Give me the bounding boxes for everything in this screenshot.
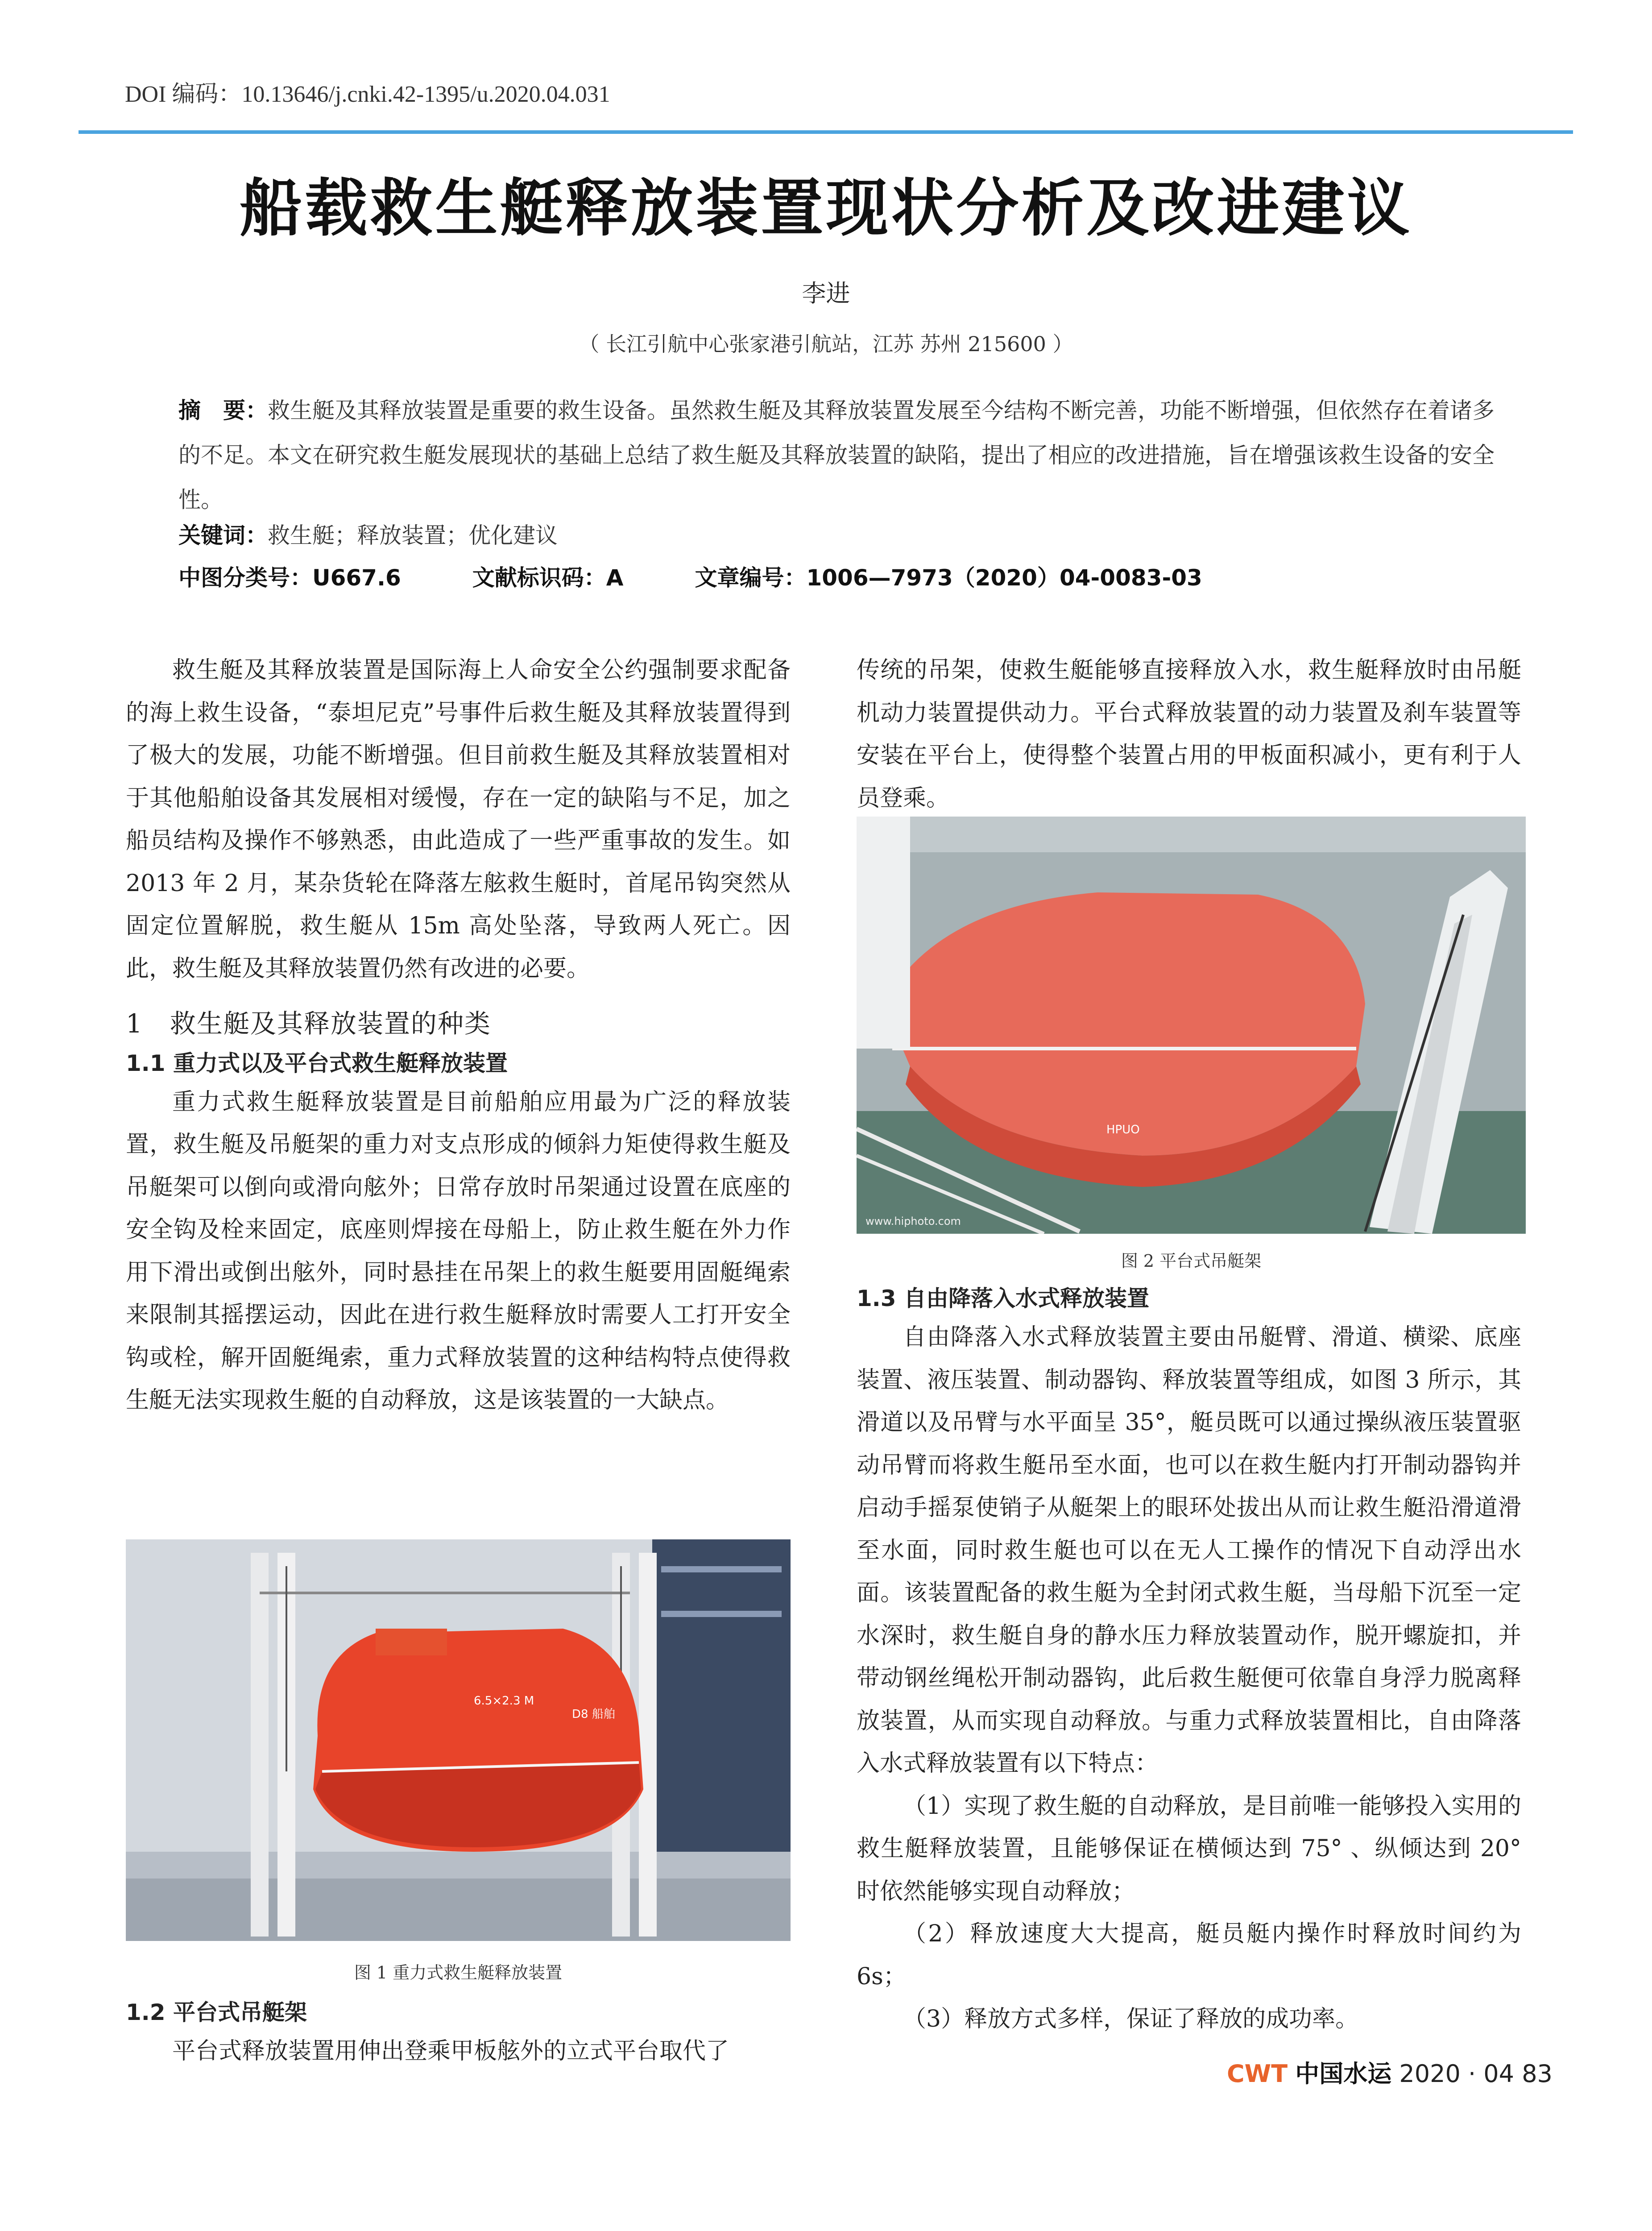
paragraph-1-3: 自由降落入水式释放装置主要由吊艇臂、滑道、横梁、底座装置、液压装置、制动器钩、释放装置等组成，如图 3 所示，其滑道以及吊臂与水平面呈 35°，艇员既可以通过操纵液压装置驱动吊臂而将救生艇吊至水面，也可以在救生艇内打开制动器钩并启动手摇泵使销子从艇架上的眼环处拔出从而让救生艇沿滑道滑至水面，同时救生艇也可以在无人工操作的情况下自动浮出水面。该装置配备的救生艇为全封闭式救生艇，当母船下沉至一定水深时，救生艇自身的静水压力释放装置动作，脱开螺旋扣，并带动钢丝绳松开制动器钩，此后救生艇便可依靠自身浮力脱离释放装置，从而实现自动释放。与重力式释放装置相比，自由降落入水式释放装置有以下特点：	[857, 1324, 1521, 1777]
left-column-top	[126, 649, 791, 1422]
list-item-3: （3）释放方式多样，保证了释放的成功率。	[903, 2006, 1359, 2032]
platform-davit-illustration	[857, 817, 1526, 1234]
affiliation: （ 长江引航中心张家港引航站，江苏 苏州 215600 ）	[579, 332, 1073, 356]
intro-paragraph: 救生艇及其释放装置是国际海上人命安全公约强制要求配备的海上救生设备，“泰坦尼克”号事件后救生艇及其释放装置得到了极大的发展，功能不断增强。但目前救生艇及其释放装置相对于其他船舶设备其发展相对缓慢，存在一定的缺陷与不足，加之船员结构及操作不够熟悉，由此造成了一些严重事故的发生。如 2013 年 2 月，某杂货轮在降落左舷救生艇时，首尾吊钩突然从固定位置解脱，救生艇从 15m 高处坠落，导致两人死亡。因此，救生艇及其释放装置仍然有改进的必要。	[126, 657, 791, 982]
paragraph-1-1: 重力式救生艇释放装置是目前船舶应用最为广泛的释放装置，救生艇及吊艇架的重力对支点形成的倾斜力矩使得救生艇及吊艇架可以倒向或滑向舷外；日常存放时吊架通过设置在底座的安全钩及栓来固定，底座则焊接在母船上，防止救生艇在外力作用下滑出或倒出舷外，同时悬挂在吊架上的救生艇要用固艇绳索来限制其摇摆运动，因此在进行救生艇释放时需要人工打开安全钩或栓，解开固艇绳索，重力式释放装置的这种结构特点使得救生艇无法实现救生艇的自动释放，这是该装置的一大缺点。	[126, 1088, 791, 1414]
subsection-1-3-heading: 1.3 自由降落入水式释放装置	[857, 1286, 1149, 1311]
list-item-2: （2）释放速度大大提高，艇员艇内操作时释放时间约为 6s；	[857, 1920, 1521, 1990]
classification	[178, 560, 1202, 592]
keywords-text: 救生艇；释放装置；优化建议	[268, 523, 558, 548]
left-column-bottom	[126, 1995, 791, 2073]
list-item-1: （1）实现了救生艇的自动释放，是目前唯一能够投入实用的救生艇释放装置，且能够保证在横倾达到 75° 、纵倾达到 20° 时依然能够实现自动释放；	[857, 1792, 1521, 1905]
figure-2-image	[857, 817, 1526, 1234]
article-number: 文章编号：1006—7973（2020）04-0083-03	[695, 565, 1202, 591]
keywords-label: 关键词：	[178, 523, 268, 548]
figure-1-image	[126, 1539, 791, 1941]
figure-1-caption: 图 1 重力式救生艇释放装置	[354, 1963, 563, 1982]
header-rule	[79, 130, 1573, 134]
figure-2-caption: 图 2 平台式吊艇架	[1121, 1251, 1262, 1271]
right-column-top	[857, 649, 1521, 820]
author: 李进	[802, 279, 850, 307]
boat-label-text-2: D8 船舶	[572, 1708, 615, 1721]
keywords	[178, 518, 558, 550]
gravity-davit-illustration	[126, 1539, 791, 1941]
cwt-logo: CWT	[1227, 2060, 1288, 2088]
section-1-heading: 1 救生艇及其释放装置的种类	[126, 1008, 491, 1039]
right-column-bottom	[857, 1281, 1521, 2041]
subsection-1-1-heading: 1.1 重力式以及平台式救生艇释放装置	[126, 1050, 508, 1076]
hull-text: HPUO	[1106, 1123, 1140, 1136]
watermark: www.hiphoto.com	[865, 1215, 961, 1227]
subsection-1-2-heading: 1.2 平台式吊艇架	[126, 1999, 307, 2025]
page-footer	[1227, 2055, 1553, 2089]
page-number: 83	[1522, 2060, 1553, 2088]
journal-name: 中国水运	[1295, 2060, 1392, 2088]
boat-label-text: 6.5×2.3 M	[474, 1694, 534, 1708]
paragraph-1-2-continued: 传统的吊架，使救生艇能够直接释放入水，救生艇释放时由吊艇机动力装置提供动力。平台式释放装置的动力装置及刹车装置等安装在平台上，使得整个装置占用的甲板面积减小，更有利于人员登乘。	[857, 657, 1521, 812]
clc-code: 中图分类号：U667.6	[178, 565, 401, 591]
page-title: 船载救生艇释放装置现状分析及改进建议	[240, 172, 1412, 245]
paragraph-1-2: 平台式释放装置用伸出登乘甲板舷外的立式平台取代了	[172, 2038, 729, 2065]
abstract	[178, 388, 1495, 522]
doi-line: DOI 编码：10.13646/j.cnki.42-1395/u.2020.04.031	[125, 82, 610, 107]
abstract-label: 摘 要：	[178, 398, 268, 423]
issue-number: 2020 · 04	[1399, 2060, 1515, 2088]
abstract-text: 救生艇及其释放装置是重要的救生设备。虽然救生艇及其释放装置发展至今结构不断完善，功能不断增强，但依然存在着诸多的不足。本文在研究救生艇发展现状的基础上总结了救生艇及其释放装置的缺陷，提出了相应的改进措施，旨在增强该救生设备的安全性。	[178, 398, 1495, 513]
doc-code: 文献标识码：A	[472, 565, 624, 591]
